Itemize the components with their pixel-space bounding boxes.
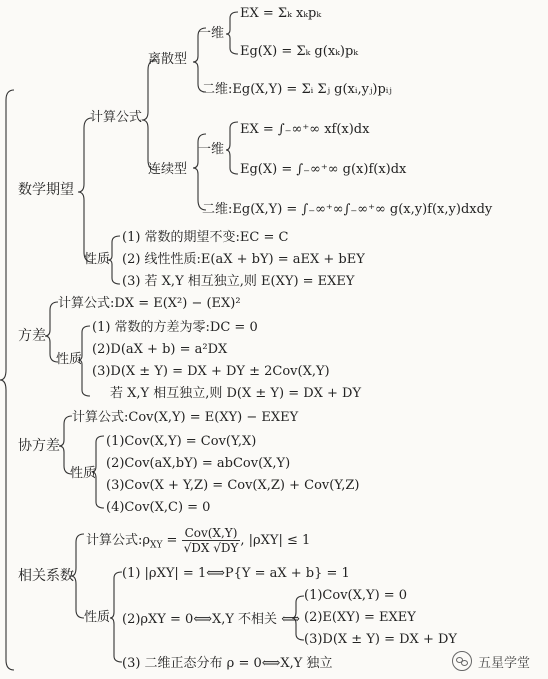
correlation-prop-2: (2)ρXY = 0⟺X,Y 不相关 ⟺: [122, 612, 300, 627]
continuous-twodim-formula: 二维:Eg(X,Y) = ∫₋∞⁺∞∫₋∞⁺∞ g(x,y)f(x,y)dxdy: [202, 202, 493, 217]
expectation-calc-label: 计算公式: [90, 110, 143, 125]
correlation-label: 相关系数: [18, 568, 74, 584]
correlation-calc-sub: XY: [150, 540, 163, 551]
root-brace: [0, 90, 14, 670]
variance-prop-3-note: 若 X,Y 相互独立,则 D(X ± Y) = DX + DY: [110, 386, 362, 401]
variance-prop-1: (1) 常数的方差为零:DC = 0: [92, 320, 258, 335]
expectation-prop-1: (1) 常数的期望不变:EC = C: [122, 230, 289, 245]
expectation-brace: [78, 118, 92, 262]
variance-props-label: 性质: [56, 352, 83, 367]
correlation-calc: [86, 526, 310, 555]
discrete-ex-formula: EX = Σₖ xₖpₖ: [240, 6, 322, 21]
continuous-onedim-label: 一维: [198, 142, 225, 157]
correlation-prop-3: (3) 二维正态分布 ρ = 0⟺X,Y 独立: [122, 656, 333, 671]
watermark: [452, 651, 530, 671]
covariance-prop-3: (3)Cov(X + Y,Z) = Cov(X,Z) + Cov(Y,Z): [106, 478, 360, 493]
covariance-prop-2: (2)Cov(aX,bY) = abCov(X,Y): [106, 456, 291, 471]
covariance-props-label: 性质: [70, 466, 97, 481]
continuous-label: 连续型: [148, 162, 188, 177]
continuous-onedim-brace: [226, 122, 238, 174]
correlation-denominator: √DX √DY: [183, 541, 239, 555]
correlation-calc-prefix: 计算公式:ρ: [86, 533, 151, 548]
discrete-onedim-brace: [226, 12, 238, 54]
covariance-prop-4: (4)Cov(X,C) = 0: [106, 500, 211, 515]
variance-prop-3: (3)D(X ± Y) = DX + DY ± 2Cov(X,Y): [92, 364, 330, 379]
calc-brace: [142, 60, 156, 170]
wechat-icon: [452, 651, 472, 671]
correlation-prop-1: (1) |ρXY| = 1⟺P{Y = aX + b} = 1: [122, 566, 350, 581]
expectation-prop-3: (3) 若 X,Y 相互独立,则 E(XY) = EXEY: [122, 274, 355, 289]
discrete-label: 离散型: [148, 52, 188, 67]
discrete-twodim-formula: 二维:Eg(X,Y) = Σᵢ Σⱼ g(xᵢ,yⱼ)pᵢⱼ: [202, 82, 392, 97]
variance-prop-2: (2)D(aX + b) = a²DX: [92, 342, 228, 357]
correlation-equiv-3: (3)D(X ± Y) = DX + DY: [304, 632, 457, 647]
continuous-eg-formula: Eg(X) = ∫₋∞⁺∞ g(x)f(x)dx: [240, 162, 407, 177]
correlation-props-brace: [110, 572, 122, 662]
correlation-equiv-1: (1)Cov(X,Y) = 0: [304, 588, 408, 603]
correlation-calc-suffix: , |ρXY| ≤ 1: [240, 533, 311, 548]
correlation-calc-eq: =: [162, 533, 182, 548]
watermark-text: 五星学堂: [477, 655, 530, 671]
expectation-prop-2: (2) 线性性质:E(aX + bY) = aEX + bEY: [122, 252, 365, 267]
correlation-numerator: Cov(X,Y): [182, 526, 241, 541]
expectation-props-label: 性质: [84, 252, 111, 267]
correlation-equiv-2: (2)E(XY) = EXEY: [304, 610, 416, 625]
discrete-eg-formula: Eg(X) = Σₖ g(xₖ)pₖ: [240, 44, 359, 59]
correlation-fraction: [182, 526, 241, 555]
discrete-onedim-label: 一维: [198, 26, 225, 41]
covariance-prop-1: (1)Cov(X,Y) = Cov(Y,X): [106, 434, 257, 449]
covariance-calc: 计算公式:Cov(X,Y) = E(XY) − EXEY: [72, 410, 299, 425]
variance-label: 方差: [18, 328, 46, 344]
variance-calc: 计算公式:DX = E(X²) − (EX)²: [58, 296, 241, 311]
expectation-label: 数学期望: [18, 182, 74, 198]
covariance-label: 协方差: [18, 438, 60, 454]
continuous-ex-formula: EX = ∫₋∞⁺∞ xf(x)dx: [240, 122, 370, 137]
correlation-props-label: 性质: [84, 610, 111, 625]
